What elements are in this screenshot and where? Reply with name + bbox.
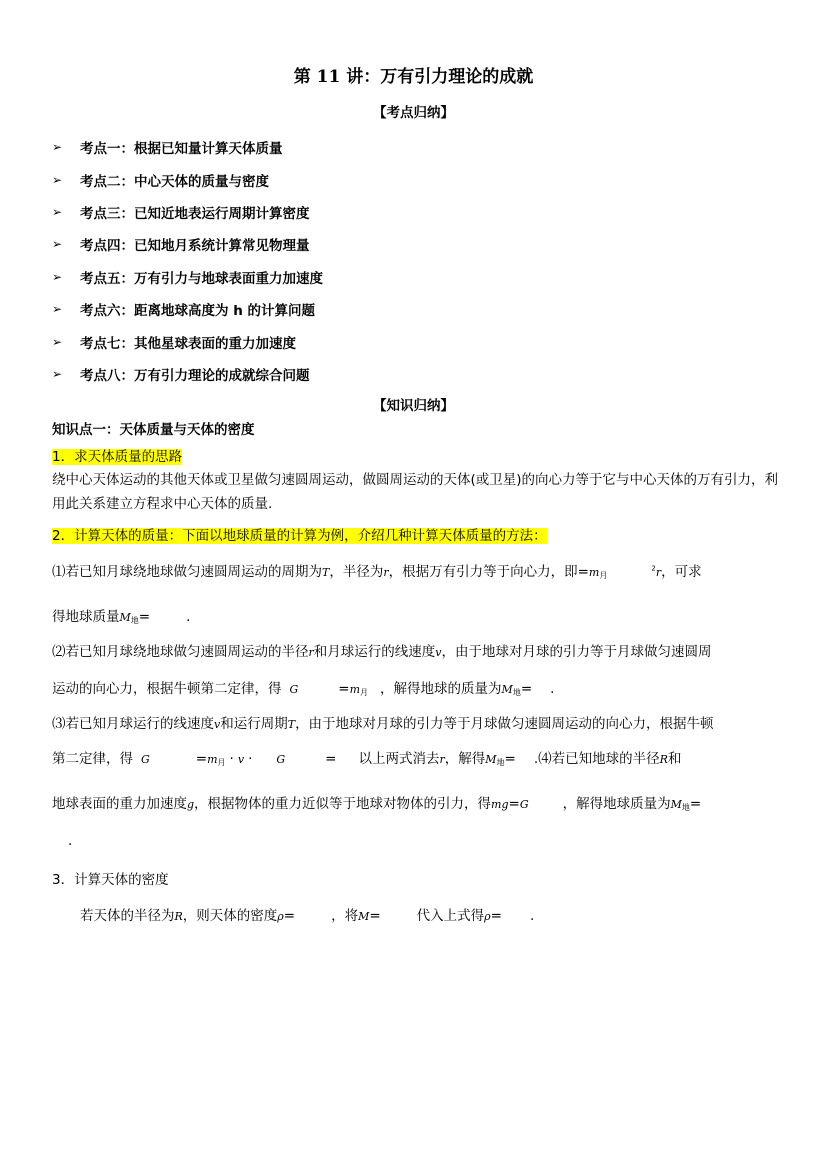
subheading-3: 3．计算天体的密度 (52, 872, 169, 888)
subheading-2: 2．计算天体的质量：下面以地球质量的计算为例，介绍几种计算天体质量的方法： (52, 528, 547, 544)
arrow-bullet-icon: ➢ (52, 204, 63, 219)
arrow-bullet-icon: ➢ (52, 302, 63, 317)
arrow-bullet-icon: ➢ (52, 172, 63, 187)
method-3-line-1: ⑶若已知月球运行的线速度v和运行周期T，由于地球对月球的引力等于月球做匀速圆周运动的向心力，根据牛顿 (52, 716, 714, 732)
page-title: 第 11 讲：万有引力理论的成就 (293, 67, 534, 87)
list-item: ➢ 考点八：万有引力理论的成就综合问题 (52, 366, 310, 384)
method-3-line-2: 第二定律，得 $G =m_月 \cdot v \cdot G$ = 以上两式消去r，解得$M_地=$ .⑷若已知地球的半径R和 (52, 751, 682, 767)
arrow-bullet-icon: ➢ (52, 366, 63, 381)
arrow-bullet-icon: ➢ (52, 140, 63, 155)
method-4-line-1: 地球表面的重力加速度g，根据物体的重力近似等于地球对物体的引力，得mg=G ，解得地球质量为$M_地=$ (52, 796, 702, 812)
list-item: ➢ 考点二：中心天体的质量与密度 (52, 172, 269, 190)
kaodian-list (52, 131, 323, 390)
arrow-bullet-icon: ➢ (52, 334, 63, 349)
method-2-line-2: 运动的向心力，根据牛顿第二定律，得 $G =m_月$ ，解得地球的质量为$M_地=$ . (52, 681, 555, 697)
method-1-line-1: ⑴若已知月球绕地球做匀速圆周运动的周期为T，半径为r，根据万有引力等于向心力，即$=m_月^2r$，可求 (52, 564, 702, 580)
method-1-line-2: 得地球质量$M_地=$ . (52, 609, 191, 625)
list-item: ➢ 考点三：已知近地表运行周期计算密度 (52, 204, 310, 222)
list-item: ➢ 考点七：其他星球表面的重力加速度 (52, 334, 296, 352)
knowledge-point-heading: 知识点一：天体质量与天体的密度 (52, 422, 255, 438)
section-heading-kaodian: 【考点归纳】 (373, 105, 454, 121)
density-formula-line: 若天体的半径为R，则天体的密度ρ= ，将M= 代入上式得ρ= . (80, 908, 535, 924)
list-item: ➢ 考点四：已知地月系统计算常见物理量 (52, 237, 310, 255)
method-4-line-2: . (68, 833, 73, 849)
section-heading-zhishi: 【知识归纳】 (373, 398, 454, 414)
arrow-bullet-icon: ➢ (52, 269, 63, 284)
arrow-bullet-icon: ➢ (52, 237, 63, 252)
list-item: ➢ 考点六：距离地球高度为 h 的计算问题 (52, 302, 316, 320)
method-2-line-1: ⑵若已知月球绕地球做匀速圆周运动的半径r和月球运行的线速度v，由于地球对月球的引力等于月球做匀速圆周 (52, 644, 712, 660)
list-item: ➢ 考点一：根据已知量计算天体质量 (52, 140, 283, 158)
list-item: ➢ 考点五：万有引力与地球表面重力加速度 (52, 269, 323, 287)
paragraph-1: 绕中心天体运动的其他天体或卫星做匀速圆周运动，做圆周运动的天体(或卫星)的向心力等于它与中心天体的万有引力，利用此关系建立方程求中心天体的质量. (52, 472, 779, 512)
subheading-1: 1．求天体质量的思路 (52, 449, 183, 465)
